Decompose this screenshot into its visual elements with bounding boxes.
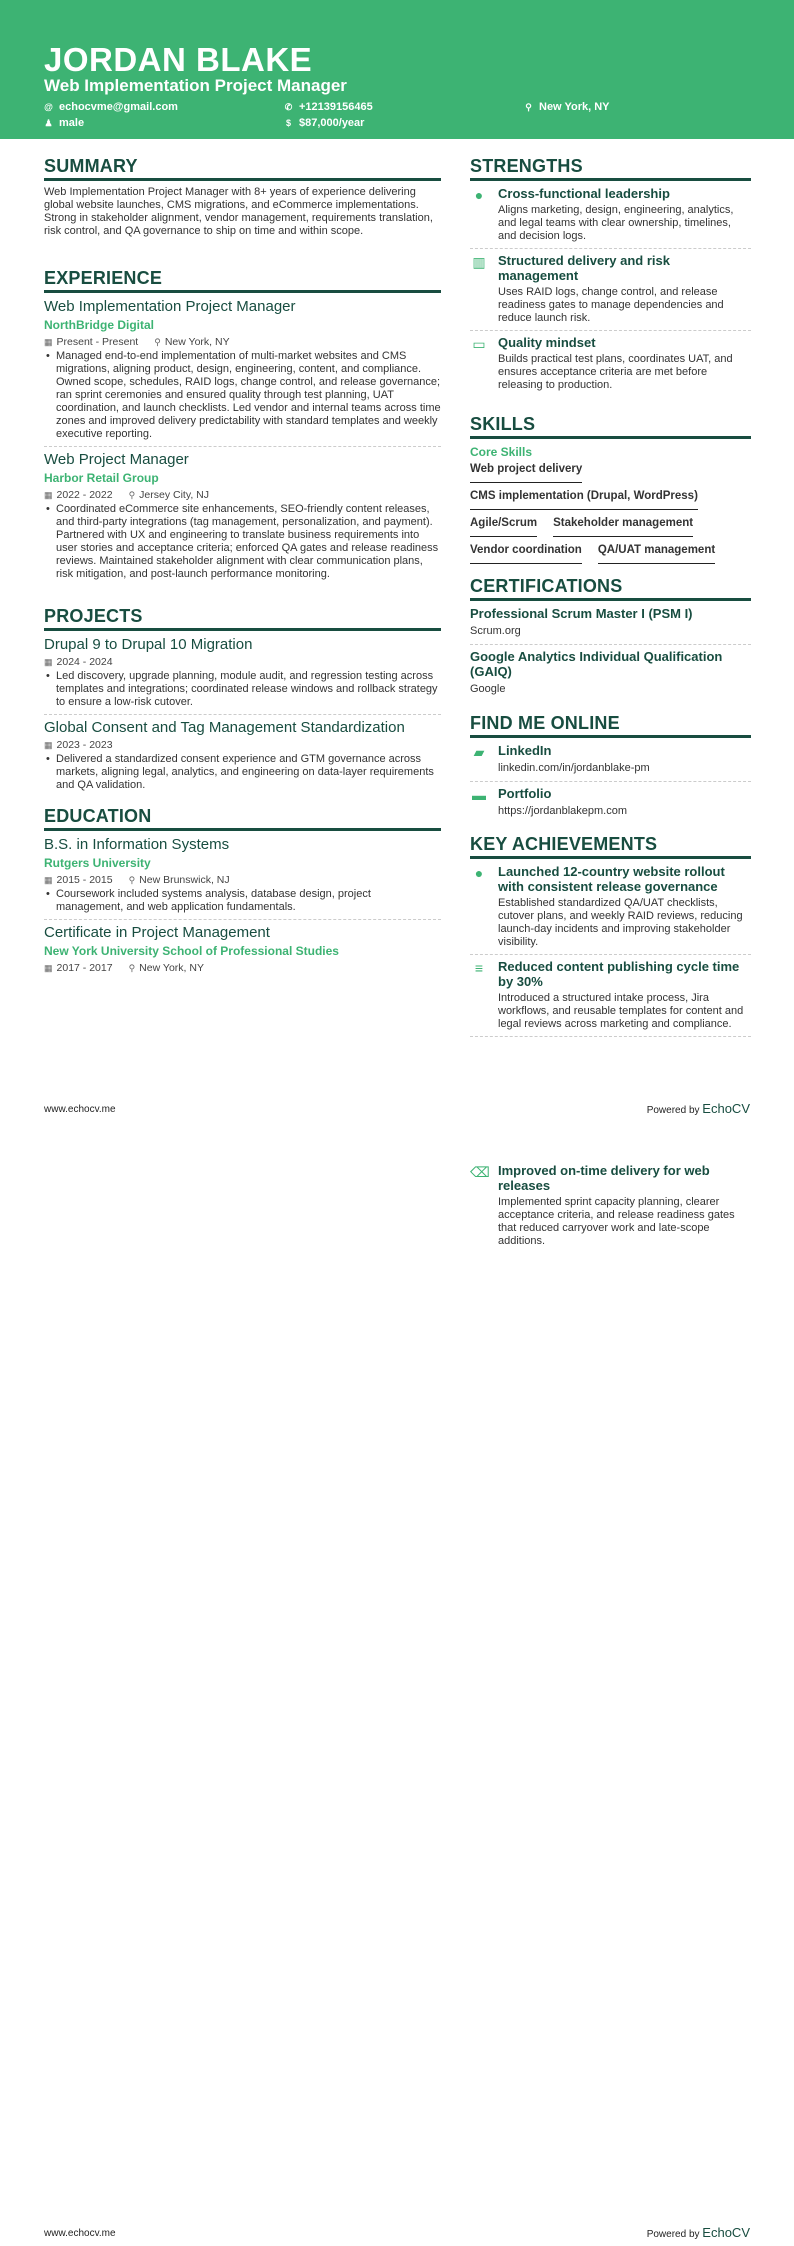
section-heading: CERTIFICATIONS — [470, 576, 751, 601]
skill-tag: Web project delivery — [470, 460, 582, 483]
location-pin-icon: ⚲ — [128, 875, 136, 885]
project-dates: 2023 - 2023 — [56, 739, 113, 751]
cert-issuer: Scrum.org — [470, 625, 521, 637]
education-section — [44, 806, 441, 976]
divider — [470, 954, 751, 955]
education-item — [44, 836, 441, 914]
degree-title: B.S. in Information Systems — [44, 836, 230, 853]
building-icon: ▥ — [472, 254, 486, 270]
strength-desc: Aligns marketing, design, engineering, analytics, and legal teams with clear ownership, timelines, and decision logs. — [498, 204, 734, 242]
project-title: Drupal 9 to Drupal 10 Migration — [44, 636, 253, 653]
achievements-section — [470, 834, 751, 1041]
project-dates: 2024 - 2024 — [56, 656, 113, 668]
job-bullet: • Managed end-to-end implementation of multi-market websites and CMS migrations, aligning product, design, engineering, content, and compliance. Owned scope, schedules, RAID logs, change control, and release governance; ran sprint ceremonies and ensured quality through test planning, UAT coordination, and launch checklists. Led vendor and internal teams across time zones and improved delivery predictability with standard templates and weekly executive reporting. — [44, 350, 441, 441]
experience-section — [44, 268, 441, 581]
divider — [470, 1036, 751, 1037]
footer-powered — [647, 2225, 750, 2240]
skill-tag: QA/UAT management — [598, 541, 715, 564]
contact-email — [44, 100, 178, 114]
lines-icon: ≡ — [474, 960, 484, 976]
email-text: echocvme@gmail.com — [59, 101, 178, 113]
divider — [470, 248, 751, 249]
achievement-item — [470, 864, 751, 949]
online-url[interactable]: https://jordanblakepm.com — [498, 805, 628, 817]
achievement-title: Launched 12-country website rollout with consistent release governance — [498, 864, 725, 894]
section-heading: KEY ACHIEVEMENTS — [470, 834, 751, 859]
person-icon: ♟ — [44, 117, 53, 128]
divider — [44, 446, 441, 447]
section-heading: EXPERIENCE — [44, 268, 441, 293]
location-pin-icon: ⚲ — [128, 490, 136, 500]
message-icon: ▬ — [472, 787, 486, 803]
calendar-icon: ▦ — [44, 875, 53, 885]
calendar-icon: ▦ — [44, 337, 53, 347]
calendar-icon: ▦ — [44, 740, 53, 750]
divider — [470, 644, 751, 645]
job-dates: Present - Present — [56, 336, 139, 348]
money-icon: $ — [285, 117, 291, 128]
company-name: Harbor Retail Group — [44, 471, 159, 485]
brand-name: EchoCV — [702, 2225, 750, 2240]
skills-section — [470, 414, 751, 568]
skill-tag: Stakeholder management — [553, 514, 693, 537]
section-heading: SKILLS — [470, 414, 751, 439]
edu-dates: 2015 - 2015 — [56, 874, 113, 886]
achievement-title: Reduced content publishing cycle time by 30% — [498, 959, 740, 989]
online-label: LinkedIn — [498, 743, 552, 758]
right-column — [470, 156, 751, 1066]
degree-title: Certificate in Project Management — [44, 924, 270, 941]
strengths-section — [470, 156, 751, 392]
strength-item — [470, 335, 751, 392]
job-bullet: • Coordinated eCommerce site enhancements, SEO-friendly content releases, and third-party integrations (tag management, personalization, and payment). Partnered with UX and engineering to translate business requirements into user stories and acceptance criteria; enforced QA gates and release readiness reviews. Maintained stakeholder alignment with clear communication plans, risk mitigation, and post-launch performance monitoring. — [44, 503, 441, 581]
powered-by-text: Powered by — [646, 2229, 700, 2240]
strength-desc: Uses RAID logs, change control, and release readiness gates to manage dependencies and reduce launch risk. — [498, 286, 724, 324]
skill-group-label: Core Skills — [470, 445, 533, 459]
divider — [44, 714, 441, 715]
online-url[interactable]: linkedin.com/in/jordanblake-pm — [498, 762, 650, 774]
contact-phone — [284, 100, 373, 114]
resume-header — [0, 0, 794, 139]
skill-tag: CMS implementation (Drupal, WordPress) — [470, 487, 698, 510]
online-item[interactable] — [470, 786, 751, 819]
footer-powered — [647, 1101, 750, 1116]
phone-text: +12139156465 — [299, 101, 373, 113]
left-column — [44, 156, 441, 976]
briefcase-icon: ▰ — [473, 744, 485, 760]
job-title: Web Implementation Project Manager — [44, 298, 296, 315]
strength-title: Quality mindset — [498, 335, 596, 350]
location-text: New York, NY — [539, 101, 610, 113]
location-pin-icon: ⚲ — [154, 337, 161, 347]
contact-gender — [44, 116, 84, 130]
at-icon: @ — [44, 101, 53, 112]
gender-text: male — [59, 117, 85, 129]
job-location: Jersey City, NJ — [139, 489, 209, 501]
candidate-title: Web Implementation Project Manager — [44, 76, 347, 95]
divider — [470, 330, 751, 331]
brand-name: EchoCV — [702, 1101, 750, 1116]
section-heading: PROJECTS — [44, 606, 441, 631]
education-item — [44, 924, 441, 976]
project-bullet: • Delivered a standardized consent experience and GTM governance across markets, aligning legal, analytics, and engineering on data-layer requirements and QA validation. — [44, 753, 441, 792]
strength-item — [470, 186, 751, 243]
cert-issuer: Google — [470, 683, 506, 695]
project-item — [44, 636, 441, 709]
cert-title: Professional Scrum Master I (PSM I) — [470, 606, 693, 621]
job-title: Web Project Manager — [44, 451, 189, 468]
project-title: Global Consent and Tag Management Standardization — [44, 719, 405, 736]
online-item[interactable] — [470, 743, 751, 776]
phone-icon: ✆ — [284, 101, 293, 112]
achievement-title: Improved on-time delivery for web releases — [498, 1163, 710, 1193]
powered-by-text: Powered by — [646, 1105, 700, 1116]
projects-section — [44, 606, 441, 792]
section-heading: FIND ME ONLINE — [470, 713, 751, 738]
candidate-name: JORDAN BLAKE — [44, 41, 313, 78]
online-section — [470, 713, 751, 819]
achievement-desc: Introduced a structured intake process, Jira workflows, and reusable templates for content and legal reviews across marketing and compliance. — [498, 992, 744, 1030]
location-pin-icon: ⚲ — [525, 101, 532, 112]
summary-text: Web Implementation Project Manager with 8+ years of experience delivering global website launches, CMS migrations, and eCommerce implementations. Strong in stakeholder alignment, vendor management, requirements translation, risk control, and QA governance to ship on time and within scope. — [44, 186, 433, 237]
section-heading: STRENGTHS — [470, 156, 751, 181]
calendar-icon: ▦ — [44, 490, 53, 500]
project-item — [44, 719, 441, 792]
job-dates: 2022 - 2022 — [56, 489, 113, 501]
summary-section — [44, 156, 441, 238]
section-heading: SUMMARY — [44, 156, 441, 181]
monitor-icon: ▭ — [472, 336, 486, 352]
divider — [470, 781, 751, 782]
experience-item — [44, 451, 441, 581]
edu-location: New Brunswick, NJ — [139, 874, 230, 886]
school-name: Rutgers University — [44, 856, 151, 870]
edu-bullet: • Coursework included systems analysis, database design, project management, and web application fundamentals. — [44, 888, 441, 914]
strength-title: Cross-functional leadership — [498, 186, 670, 201]
school-name: New York University School of Professional Studies — [44, 944, 339, 958]
footer-site[interactable]: www.echocv.me — [44, 2228, 116, 2239]
cert-title: Google Analytics Individual Qualification (GAIQ) — [470, 649, 723, 679]
chat-bubble-icon: ● — [474, 187, 484, 203]
backspace-icon: ⌫ — [470, 1164, 490, 1180]
calendar-icon: ▦ — [44, 963, 53, 973]
footer-site[interactable]: www.echocv.me — [44, 1104, 116, 1115]
achievement-item — [470, 1163, 751, 1248]
section-heading: EDUCATION — [44, 806, 441, 831]
job-location: New York, NY — [164, 336, 230, 348]
edu-location: New York, NY — [139, 962, 204, 974]
experience-item — [44, 298, 441, 441]
skill-tag: Agile/Scrum — [470, 514, 537, 537]
chat-bubble-icon: ● — [474, 865, 484, 881]
location-pin-icon: ⚲ — [128, 963, 136, 973]
strength-desc: Builds practical test plans, coordinates UAT, and ensures acceptance criteria are met before releasing to production. — [498, 353, 733, 391]
achievement-desc: Implemented sprint capacity planning, clearer acceptance criteria, and release readiness gates that reduced carryover work and late-scope additions. — [498, 1196, 735, 1247]
achievement-desc: Established standardized QA/UAT checklists, cutover plans, and weekly RAID reviews, reducing launch-day incidents and improving stakeholder visibility. — [498, 897, 743, 948]
project-bullet: • Led discovery, upgrade planning, module audit, and regression testing across templates and integrations; coordinated release windows and rollback strategy to ensure a low-risk cutover. — [44, 670, 441, 709]
divider — [44, 919, 441, 920]
skill-tag: Vendor coordination — [470, 541, 582, 564]
edu-dates: 2017 - 2017 — [56, 962, 113, 974]
right-column-page-2 — [470, 1163, 751, 1248]
strength-title: Structured delivery and risk management — [498, 253, 670, 283]
strength-item — [470, 253, 751, 325]
online-label: Portfolio — [498, 786, 552, 801]
company-name: NorthBridge Digital — [44, 318, 154, 332]
contact-salary — [284, 116, 364, 130]
calendar-icon: ▦ — [44, 657, 53, 667]
salary-text: $87,000/year — [299, 117, 365, 129]
achievement-item — [470, 959, 751, 1031]
certifications-section — [470, 576, 751, 697]
contact-location — [524, 100, 610, 114]
